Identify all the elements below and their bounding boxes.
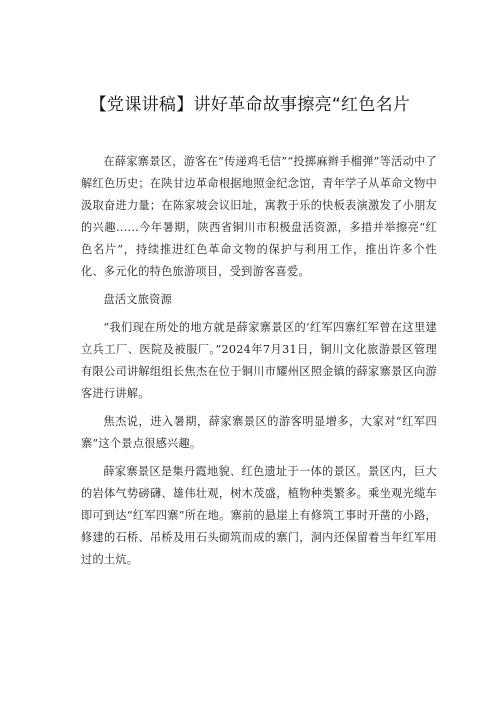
paragraph-scenic-area: 薛家寨景区是集丹霞地貌、红色遗址于一体的景区。景区内，巨大的岩体气势磅礴、雄伟壮观，树木茂盛，植物种类繁多。乘坐观光缆车即可到达“红军四寨”所在地。寨前的悬崖上有修筑工事时开凿的小路，修建的石桥、吊桥及用石头砌筑而成的寨门，洞内还保留着当年红军用过的土炕。: [81, 465, 437, 566]
paragraph-guide-quote: “我们现在所处的地方就是薛家寨景区的‘红军四寨红军曾在这里建立兵工厂、医院及被服厂。”2024年7月31日，铜川文化旅游景区管理有限公司讲解组组长焦杰在位于铜川市耀州区照金镇的薛家寨景区向游客进行讲解。: [81, 321, 437, 400]
document-body: [81, 151, 437, 571]
paragraph-intro: 在薛家寨景区，游客在“传递鸡毛信”“投掷麻辫手榴弹”等活动中了解红色历史；在陕甘边革命根据地照金纪念馆，青年学子从革命文物中汲取奋进力量；在陈家坡会议旧址，寓教于乐的快板表演激发了小朋友的兴趣……今年暑期，陕西省铜川市积极盘活资源，多措并举擦亮“红色名片”，持续推进红色革命文物的保护与利用工作，推出许多个性化、多元化的特色旅游项目，受到游客喜爱。: [81, 155, 437, 278]
paragraph-visitors: 焦杰说，进入暑期，薛家寨景区的游客明显增多，大家对“红军四寨”这个景点很感兴趣。: [81, 415, 437, 450]
document-title: 【党课讲稿】讲好革命故事擦亮“红色名片: [89, 95, 411, 115]
section-heading: 盘活文旅资源: [103, 293, 173, 306]
